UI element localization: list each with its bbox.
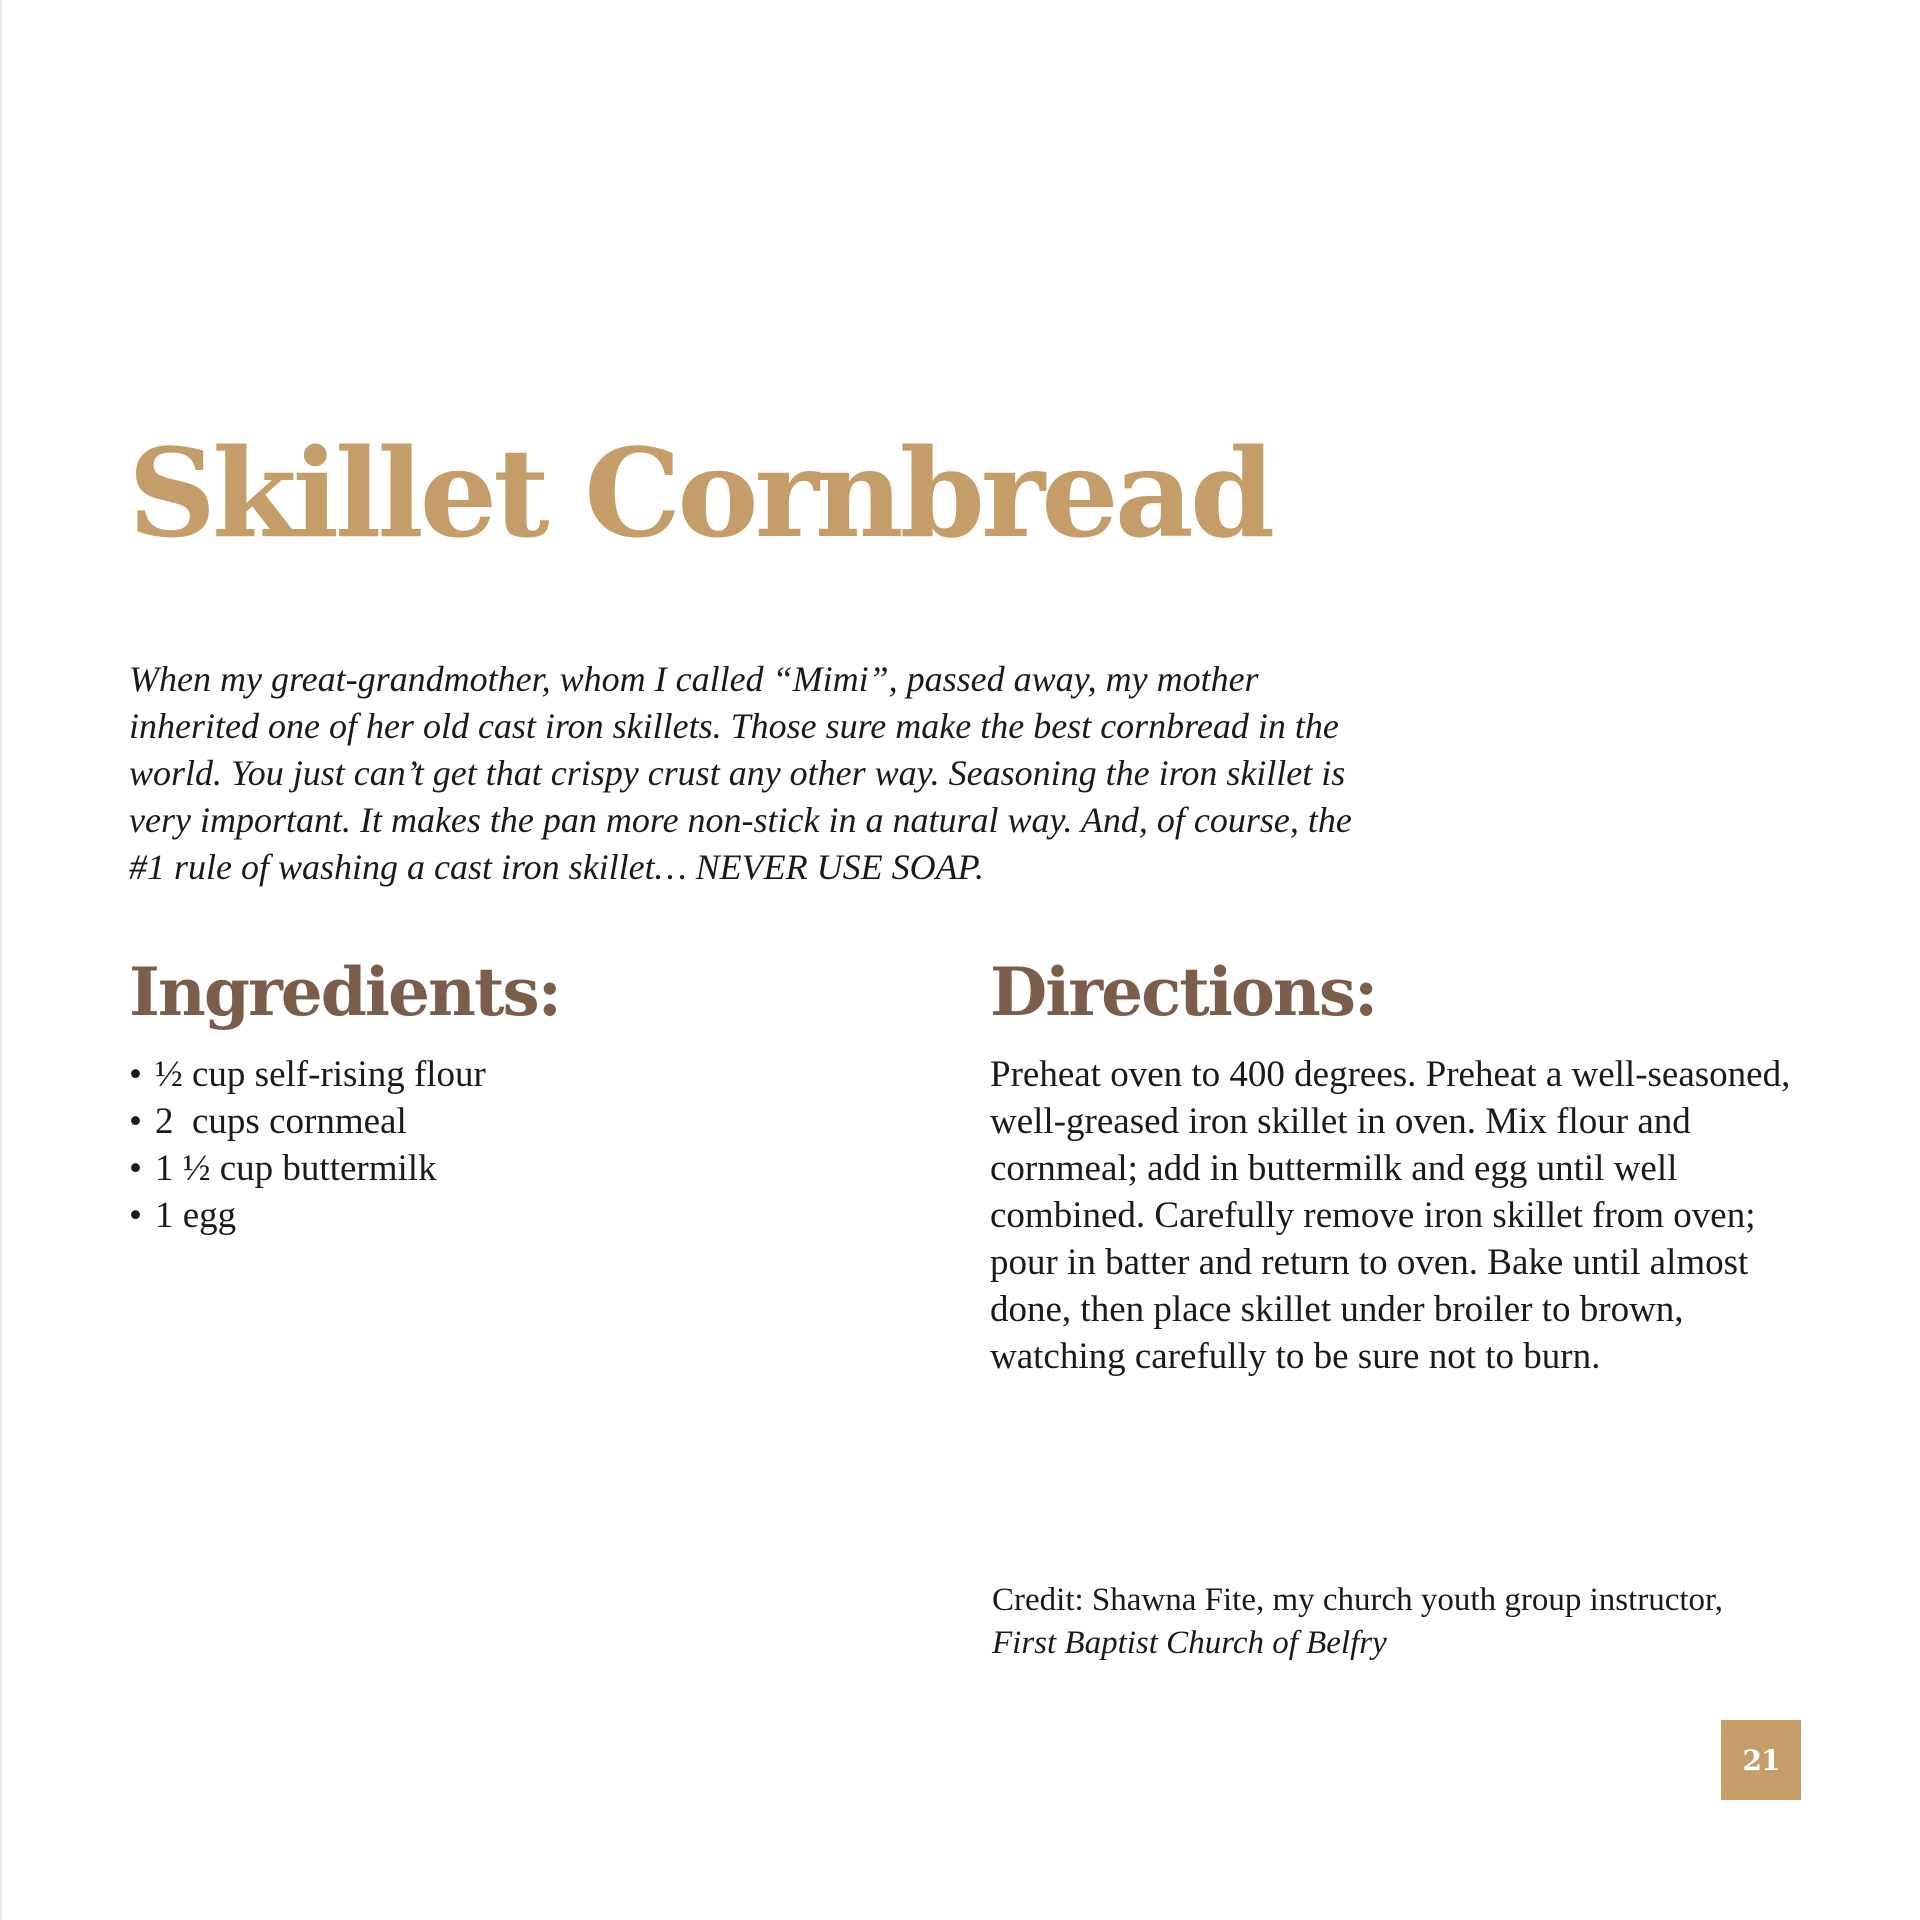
recipe-intro: [129, 656, 1409, 891]
recipe-credit: [992, 1579, 1723, 1665]
directions-line: cornmeal; add in buttermilk and egg until well: [990, 1148, 1678, 1189]
bullet-icon: •: [129, 1054, 142, 1095]
intro-line: When my great-grandmother, whom I called “Mimi”, passed away, my mother: [129, 659, 1259, 699]
directions-line: well-greased iron skillet in oven. Mix flour and: [990, 1101, 1691, 1142]
intro-line: inherited one of her old cast iron skillets. Those sure make the best cornbread in the: [129, 706, 1339, 746]
directions-heading: Directions:: [990, 953, 1377, 1031]
ingredient-text: 2 cups cornmeal: [155, 1101, 407, 1142]
ingredient-item: [129, 1098, 486, 1145]
intro-line: very important. It makes the pan more non-stick in a natural way. And, of course, the: [129, 800, 1352, 840]
intro-line: world. You just can’t get that crispy crust any other way. Seasoning the iron skillet is: [129, 753, 1346, 793]
ingredients-list: [129, 1051, 486, 1239]
ingredients-heading: Ingredients:: [129, 953, 560, 1031]
ingredient-text: ½ cup self-rising flour: [155, 1054, 486, 1095]
page-number: 21: [1742, 1743, 1780, 1777]
directions-line: Preheat oven to 400 degrees. Preheat a well-seasoned,: [990, 1054, 1791, 1095]
ingredient-item: [129, 1145, 486, 1192]
ingredient-item: [129, 1051, 486, 1098]
credit-line: Credit: Shawna Fite, my church youth group instructor,: [992, 1582, 1723, 1618]
directions-line: combined. Carefully remove iron skillet from oven;: [990, 1195, 1756, 1236]
page-number-badge: [1721, 1720, 1801, 1800]
directions-text: [990, 1051, 1850, 1380]
credit-church: First Baptist Church of Belfry: [992, 1625, 1387, 1661]
ingredient-item: [129, 1192, 486, 1239]
bullet-icon: •: [129, 1101, 142, 1142]
bullet-icon: •: [129, 1148, 142, 1189]
bullet-icon: •: [129, 1195, 142, 1236]
intro-line: #1 rule of washing a cast iron skillet… NEVER USE SOAP.: [129, 847, 984, 887]
ingredient-text: 1 egg: [155, 1195, 237, 1236]
directions-line: watching carefully to be sure not to burn.: [990, 1336, 1601, 1377]
recipe-title: Skillet Cornbread: [128, 421, 1272, 565]
page-edge-rule: [0, 0, 2, 1920]
directions-line: pour in batter and return to oven. Bake until almost: [990, 1242, 1749, 1283]
ingredient-text: 1 ½ cup buttermilk: [155, 1148, 437, 1189]
directions-line: done, then place skillet under broiler to brown,: [990, 1289, 1684, 1330]
